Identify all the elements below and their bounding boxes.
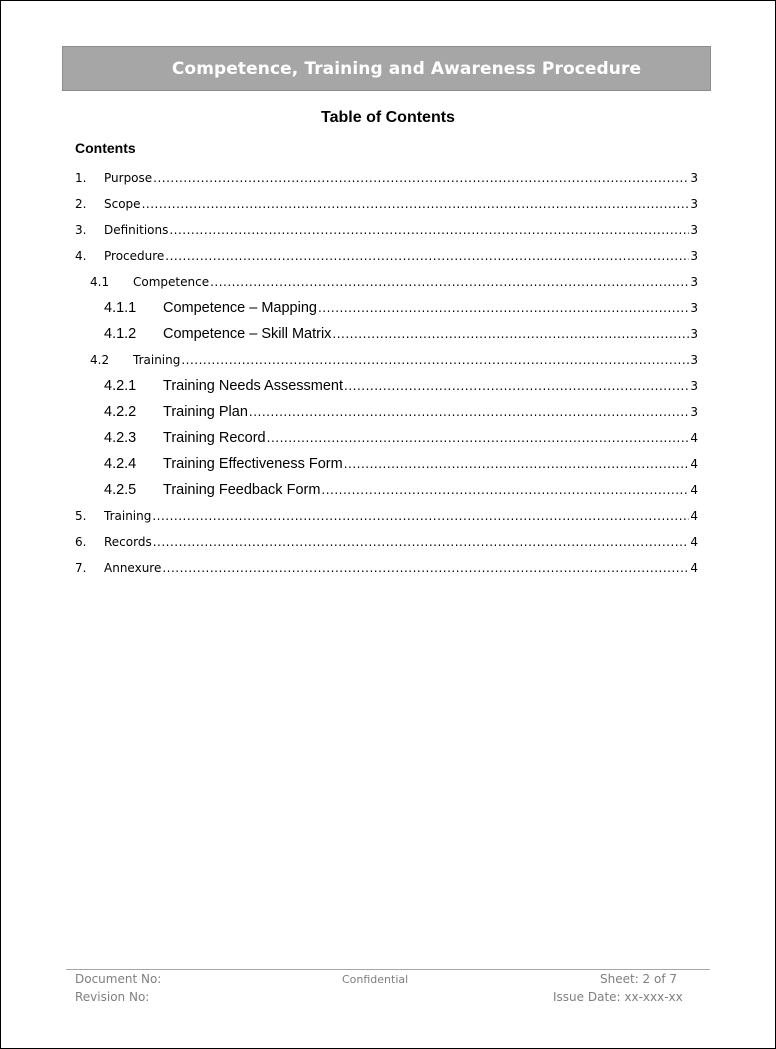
toc-entry-label: Training Needs Assessment xyxy=(163,378,343,394)
toc-entry-page: 4 xyxy=(690,535,698,549)
dot-leader xyxy=(249,405,689,419)
document-title: Competence, Training and Awareness Procedure xyxy=(171,58,642,79)
dot-leader xyxy=(332,327,689,341)
toc-entry-annexure[interactable] xyxy=(75,561,698,581)
toc-entry-page: 3 xyxy=(690,197,698,211)
dot-leader xyxy=(142,197,690,211)
revision-number-label: Revision No: xyxy=(75,990,150,1004)
toc-entry-label: Competence – Skill Matrix xyxy=(163,326,332,342)
toc-entry-scope[interactable] xyxy=(75,197,698,217)
toc-heading: Table of Contents xyxy=(321,109,455,126)
toc-entry-training-record[interactable] xyxy=(104,430,698,450)
dot-leader xyxy=(153,171,689,185)
toc-entry-label: Annexure xyxy=(104,561,162,575)
toc-entry-label: Training xyxy=(104,509,152,523)
toc-entry-number: 4.2.4 xyxy=(104,456,137,472)
toc-entry-number: 5. xyxy=(75,509,87,523)
toc-entry-page: 3 xyxy=(690,249,698,263)
toc-entry-label: Procedure xyxy=(104,249,165,263)
toc-entry-page: 3 xyxy=(690,171,698,185)
toc-entry-page: 4 xyxy=(690,561,698,575)
confidential-label: Confidential xyxy=(342,973,409,986)
toc-entry-label: Competence xyxy=(133,275,210,289)
toc-entry-number: 4.2.5 xyxy=(104,482,137,498)
footer-divider xyxy=(66,969,710,970)
toc-entry-label: Training Feedback Form xyxy=(163,482,321,498)
document-number-label: Document No: xyxy=(75,972,162,986)
toc-entry-number: 4.2.2 xyxy=(104,404,137,420)
dot-leader xyxy=(169,223,689,237)
toc-entry-label: Training Effectiveness Form xyxy=(163,456,343,472)
toc-entry-number: 7. xyxy=(75,561,87,575)
issue-date: Issue Date: xx-xxx-xx xyxy=(553,990,683,1004)
dot-leader xyxy=(344,379,689,393)
toc-entry-records[interactable] xyxy=(75,535,698,555)
toc-entry-label: Scope xyxy=(104,197,141,211)
toc-entry-label: Training Record xyxy=(163,430,266,446)
toc-entry-page: 3 xyxy=(690,301,698,315)
toc-entry-page: 3 xyxy=(690,223,698,237)
toc-entry-page: 3 xyxy=(690,405,698,419)
toc-entry-label: Definitions xyxy=(104,223,169,237)
toc-entry-page: 4 xyxy=(690,431,698,445)
toc-entry-page: 3 xyxy=(690,379,698,393)
toc-entry-competence-mapping[interactable] xyxy=(104,300,698,320)
toc-entry-page: 4 xyxy=(690,509,698,523)
toc-entry-number: 1. xyxy=(75,171,87,185)
toc-entry-purpose[interactable] xyxy=(75,171,698,191)
toc-entry-label: Purpose xyxy=(104,171,153,185)
toc-entry-label: Competence – Mapping xyxy=(163,300,317,316)
toc-entry-training-feedback-form[interactable] xyxy=(104,482,698,502)
contents-label: Contents xyxy=(75,140,136,156)
dot-leader xyxy=(153,535,690,549)
title-banner xyxy=(62,46,711,91)
toc-entry-page: 3 xyxy=(690,275,698,289)
toc-entry-competence-skill-matrix[interactable] xyxy=(104,326,698,346)
toc-entry-training-effectiveness-form[interactable] xyxy=(104,456,698,476)
dot-leader xyxy=(321,483,689,497)
toc-entry-training[interactable] xyxy=(75,509,698,529)
toc-entry-page: 3 xyxy=(690,327,698,341)
toc-entry-training-needs-assessment[interactable] xyxy=(104,378,698,398)
dot-leader xyxy=(165,249,689,263)
dot-leader xyxy=(344,457,690,471)
toc-entry-number: 4.2.1 xyxy=(104,378,137,394)
toc-entry-page: 3 xyxy=(690,353,698,367)
toc-entry-number: 4.1.1 xyxy=(104,300,137,316)
toc-entry-competence[interactable] xyxy=(90,275,698,295)
dot-leader xyxy=(210,275,689,289)
toc-entry-number: 4.2 xyxy=(90,353,110,367)
toc-entry-procedure[interactable] xyxy=(75,249,698,269)
toc-entry-training-section[interactable] xyxy=(90,353,698,373)
toc-entry-training-plan[interactable] xyxy=(104,404,698,424)
dot-leader xyxy=(267,431,690,445)
toc-entry-number: 4. xyxy=(75,249,87,263)
toc-entry-definitions[interactable] xyxy=(75,223,698,243)
toc-entry-number: 3. xyxy=(75,223,87,237)
toc-entry-number: 2. xyxy=(75,197,87,211)
sheet-number: Sheet: 2 of 7 xyxy=(600,972,678,986)
toc-entry-label: Training Plan xyxy=(163,404,248,420)
toc-entry-number: 4.2.3 xyxy=(104,430,137,446)
dot-leader xyxy=(181,353,689,367)
toc-entry-label: Training xyxy=(133,353,181,367)
dot-leader xyxy=(318,301,689,315)
toc-entry-page: 4 xyxy=(690,483,698,497)
toc-entry-page: 4 xyxy=(690,457,698,471)
toc-entry-label: Records xyxy=(104,535,152,549)
toc-entry-number: 4.1 xyxy=(90,275,110,289)
toc-entry-number: 6. xyxy=(75,535,87,549)
toc-entry-number: 4.1.2 xyxy=(104,326,137,342)
dot-leader xyxy=(162,561,689,575)
dot-leader xyxy=(152,509,689,523)
